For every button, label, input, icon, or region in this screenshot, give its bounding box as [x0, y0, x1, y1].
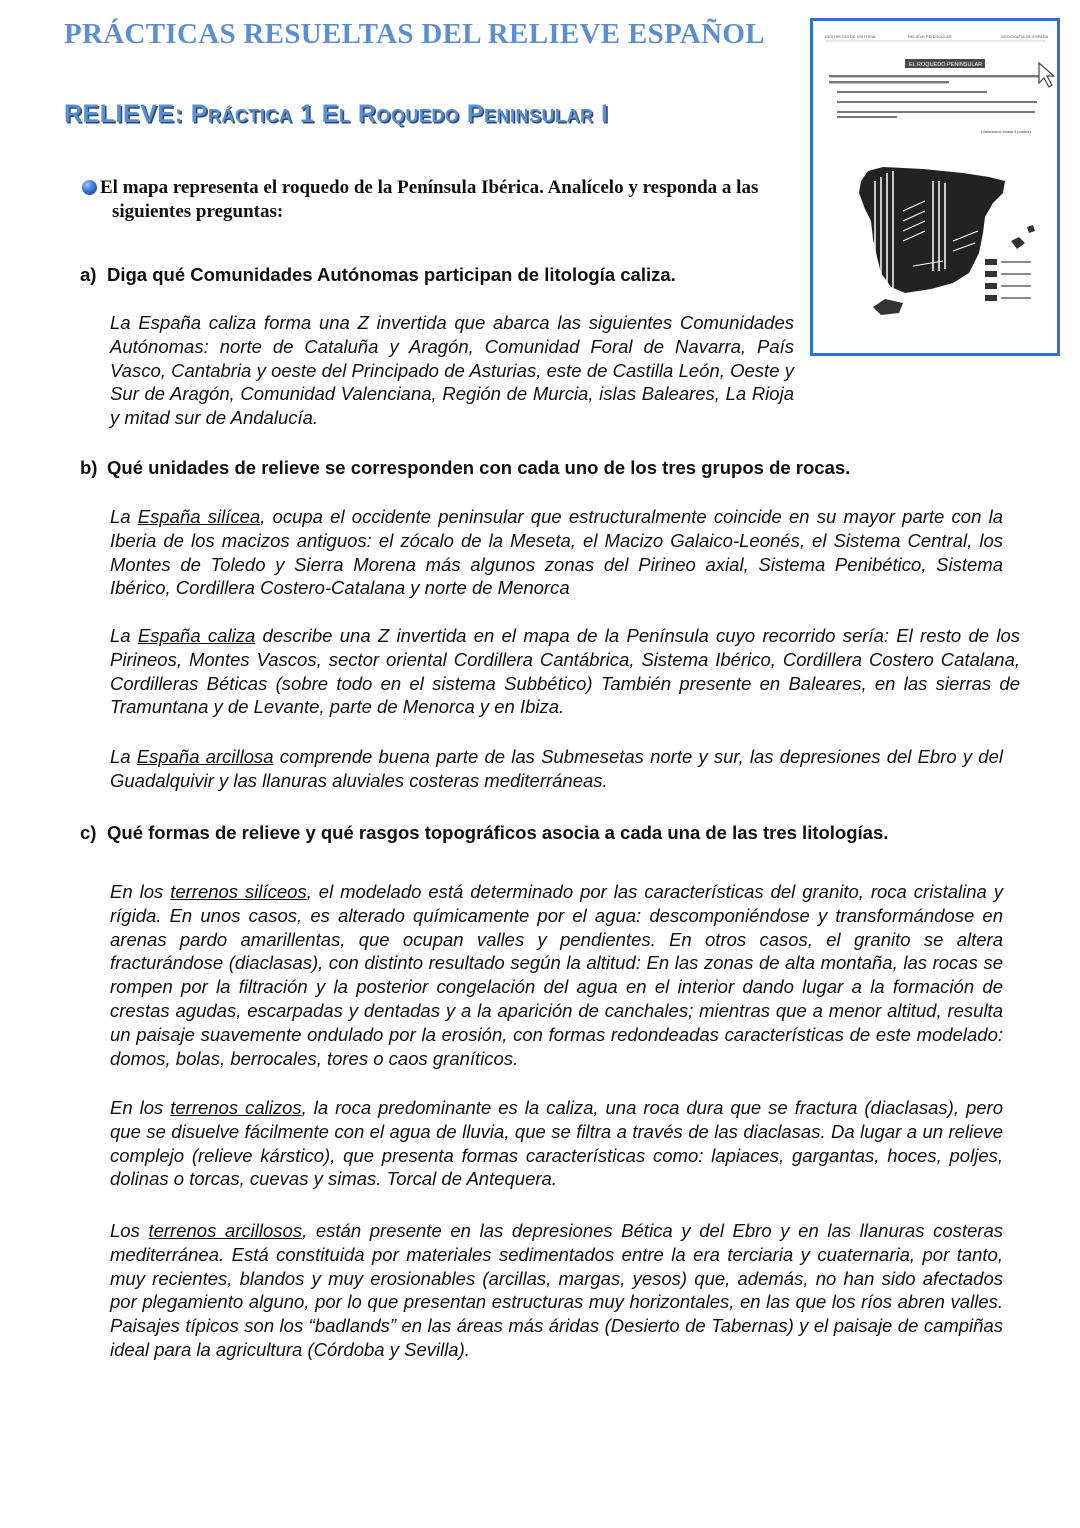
intro-text: El mapa representa el roquedo de la Península Ibérica. Analícelo y responda a las siguientes preguntas: — [100, 177, 759, 222]
question-a — [80, 263, 676, 287]
term-espana-silicea: España silícea — [137, 506, 261, 527]
question-letter: c) — [80, 822, 97, 843]
thumb-header-right: GEOGRAFÍA DE ESPAÑA — [1001, 34, 1049, 39]
thumb-label: EL ROQUEDO PENINSULAR — [909, 62, 983, 68]
answer-c-calcareous: En los terrenos calizos, la roca predominante es la caliza, una roca dura que se fractura (diaclasas), pero que se disuelve fácilmente con el agua de lluvia, que se filtra a través de las diaclasas. Da lugar a un relieve complejo (relieve kárstico), que presenta formas características como: lapiaces, gargantas, hoces, poljes, dolinas o torcas, cuevas y simas. Torcal de Antequera. — [110, 1097, 1003, 1190]
thumb-legend-note: (Valoración: hasta 3 puntos) — [981, 129, 1031, 134]
answer-b-calcareous: La España caliza describe una Z invertida en el mapa de la Península cuyo recorrido sería: El resto de los Pirineos, Montes Vascos, sector oriental Cordillera Cantábrica, Sistema Ibérico, Cordillera Costero Catalana, Cordilleras Béticas (sobre todo en el sistema Subbético) También presente en Baleares, en las sierras de Tramuntana y de Levante, parte de Menorca y en Ibiza. — [110, 625, 1021, 718]
answer-a: La España caliza forma una Z invertida que abarca las siguientes Comunidades Autónomas: norte de Cataluña y Aragón, Comunidad Foral de Navarra, País Vasco, Cantabria y oeste del Principado de Asturias, este de Castilla León, Oeste y Sur de Aragón, Comunidad Valenciana, Región de Murcia, islas Baleares, La Rioja y mitad sur de Andalucía. — [110, 312, 794, 429]
term-terrenos-siliceos: terrenos silíceos — [170, 881, 307, 902]
intro-statement — [82, 176, 792, 224]
question-b — [80, 456, 850, 480]
worksheet-thumbnail — [810, 18, 1060, 356]
answer-c-clay: Los terrenos arcillosos, están presente en las depresiones Bética y del Ebro y en las llanuras costeras mediterránea. Está constituida por materiales sedimentados entre la era terciaria y cuaternaria, por tanto, muy recientes, blandos y muy erosionables (arcillas, margas, yesos) que, además, no han sido afectados por plegamiento alguno, por lo que presentan estructuras muy horizontales, en las que los ríos abren valles. Paisajes típicos son los “badlands” en las áreas más áridas (Desierto de Tabernas) y el paisaje de campiñas ideal para la agricultura (Córdoba y Sevilla). — [110, 1220, 1003, 1360]
question-letter: b) — [80, 457, 98, 478]
thumb-header-mid: RELIEVE PENINSULAR — [908, 34, 952, 39]
term-terrenos-calizos: terrenos calizos — [170, 1097, 302, 1118]
practice-subtitle: RELIEVE: Práctica 1 El Roquedo Peninsular I — [64, 100, 609, 128]
term-espana-caliza: España caliza — [137, 625, 256, 646]
answer-b-siliceous: La España silícea, ocupa el occidente peninsular que estructuralmente coincide en su mayor parte con la Iberia de los macizos antiguos: el zócalo de la Meseta, el Macizo Galaico-Leonés, el Sistema Central, los Montes de Toledo y Sierra Morena más algunos zonas del Pirineo axial, Sistema Penibético, Sistema Ibérico, Cordillera Costero-Catalana y norte de Menorca — [110, 506, 1003, 599]
thumb-header-left: DESTREZAS DE HISTORIA — [825, 34, 876, 39]
question-text: Qué unidades de relieve se corresponden con cada uno de los tres grupos de rocas. — [107, 457, 851, 478]
page-title: PRÁCTICAS RESUELTAS DEL RELIEVE ESPAÑOL — [64, 18, 765, 50]
term-espana-arcillosa: España arcillosa — [136, 746, 274, 767]
bullet-icon — [82, 180, 97, 195]
worksheet-preview-image — [813, 21, 1057, 353]
question-c — [80, 821, 888, 845]
answer-c-siliceous: En los terrenos silíceos, el modelado está determinado por las características del granito, roca cristalina y rígida. En unos casos, es alterado químicamente por el agua: descomponiéndose y transformándose en arenas pardo amarillentas, que ocupan valles y pendientes. En otros casos, el granito se altera fracturándose (diaclasas), con distinto resultado según la altitud: En las zonas de alta montaña, las rocas se rompen por la filtración y la posterior congelación del agua en el interior dando lugar a la formación de crestas agudas, escarpadas y dentadas y a la aparición de canchales; mientras que a menor altitud, resulta un paisaje suavemente ondulado por la erosión, con formas redondeadas características de este modelado: domos, bolas, berrocales, tores o caos graníticos. — [110, 881, 1003, 1069]
answer-b-clay: La España arcillosa comprende buena parte de las Submesetas norte y sur, las depresiones del Ebro y del Guadalquivir y las llanuras aluviales costeras mediterráneas. — [110, 746, 1003, 791]
question-text: Qué formas de relieve y qué rasgos topográficos asocia a cada una de las tres litologías. — [107, 822, 889, 843]
question-text: Diga qué Comunidades Autónomas participan de litología caliza. — [107, 264, 676, 285]
question-letter: a) — [80, 264, 97, 285]
term-terrenos-arcillosos: terrenos arcillosos — [148, 1220, 303, 1241]
